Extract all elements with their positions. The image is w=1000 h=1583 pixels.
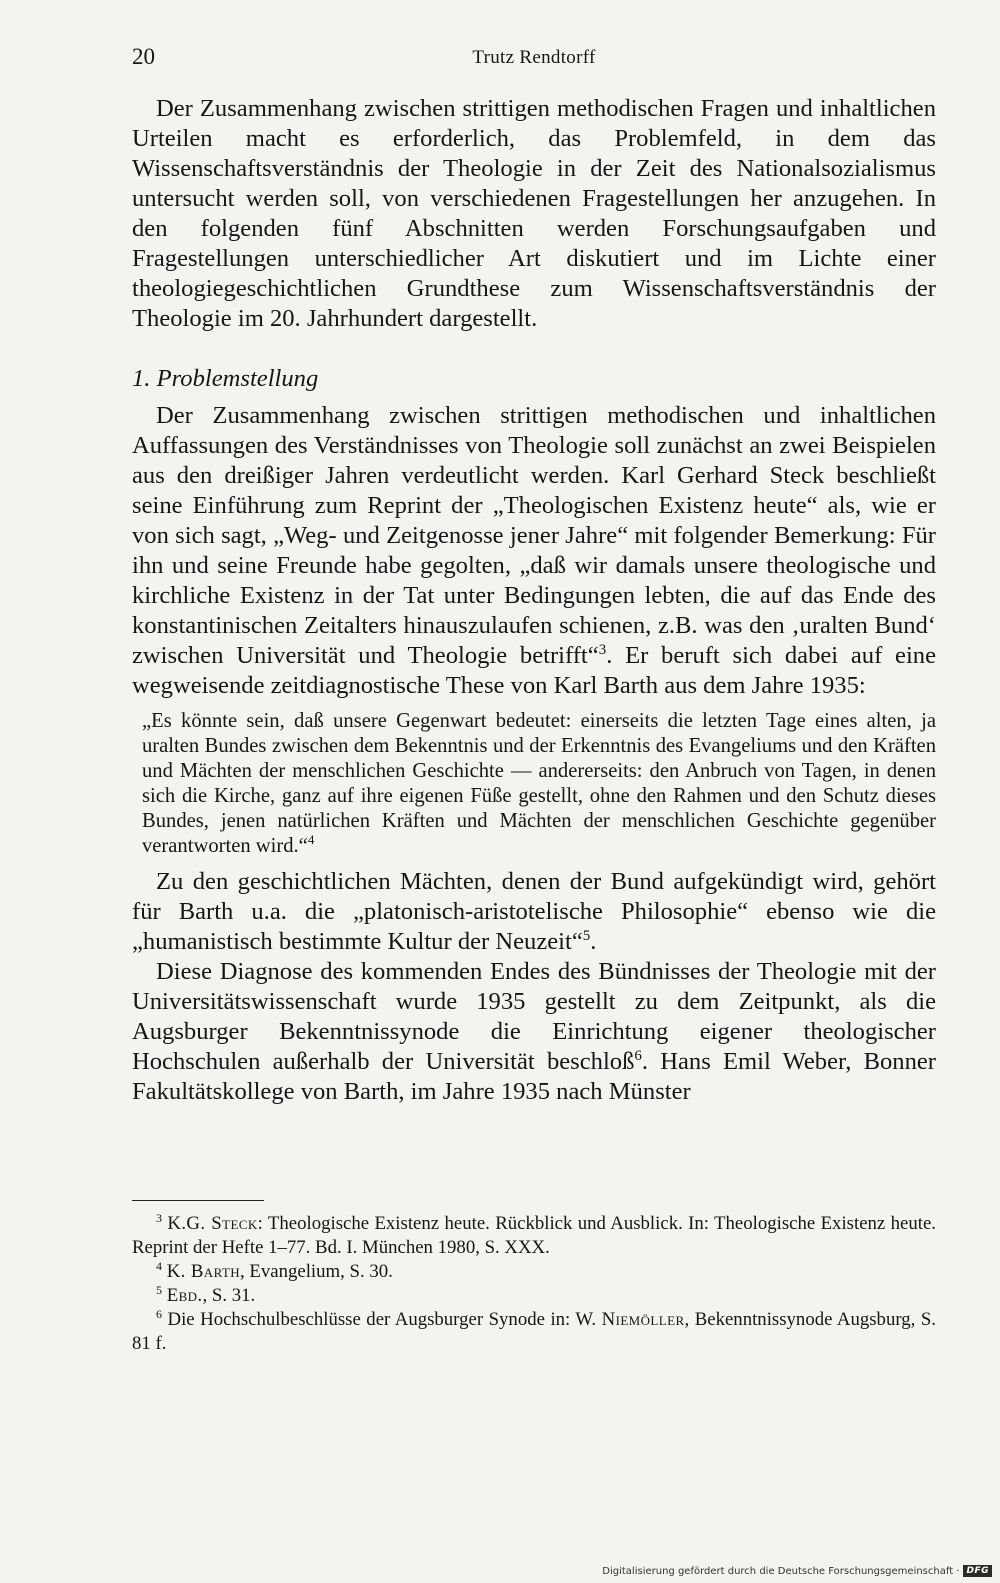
block-quote [132,709,936,859]
section-heading: 1. Problemstellung [132,365,319,392]
footnote-author: K. Barth [166,1261,240,1282]
footnote-ref-4: 4 [307,832,315,847]
digitization-credit [602,1565,992,1577]
paragraph-4 [132,957,936,1107]
paragraph-2-text: Der Zusammenhang zwischen strittigen methodischen und inhaltlichen Auffassungen des Verständnisses von Theologie soll zunächst an zwei Beispielen aus den dreißiger Jahren verdeutlicht werden. Karl Gerhard Steck beschließt seine Einführung zum Reprint der „Theologischen Existenz heute“ als, wie er von sich sagt, „Weg- und Zeitgenosse jener Jahre“ mit folgender Bemerkung: Für ihn und seine Freunde habe gegolten, „daß wir damals unsere theologische und kirchliche Existenz in der Tat unter Bedingungen lebten, die auf das Ende des konstantinischen Zeitalters hinauszulaufen schienen, z.B. was den ‚uralten Bund‘ zwischen Universität und Theologie betrifft“ [132,402,936,669]
paragraph-3 [132,867,936,957]
footnote-number: 6 [156,1307,162,1321]
footnote-5 [132,1284,936,1308]
paragraph-2-tail: . Er beruft sich dabei auf eine wegweisende zeitdiagnostische These von Karl Barth aus dem Jahre 1935: [132,642,936,699]
footnote-author: K.G. Steck [167,1213,258,1234]
paragraph-4-tail: . Hans Emil Weber, Bonner Fakultätskollege von Barth, im Jahre 1935 nach Münster [132,1048,936,1105]
block-quote-text: „Es könnte sein, daß unsere Gegenwart bedeutet: einerseits die letzten Tage eines alten, ja uralten Bundes zwischen dem Bekenntnis und der Erkenntnis des Evangeliums und den Kräften und Mächten der menschlichen Geschichte — andererseits: den Anbruch von Tagen, in denen sich die Kirche, ganz auf ihre eigenen Füße gestellt, ohne den Rahmen und den Schutz dieses Bundes, jenen natürlichen Kräften und Mächten der menschlichen Geschichte gegenüber verantworten wird.“ [142,710,936,857]
footnote-text: : Theologische Existenz heute. Rückblick und Ausblick. In: Theologische Existenz heute. Reprint der Hefte 1–77. Bd. I. München 1980, S. XXX. [132,1213,936,1258]
footnote-author: Niemöller [601,1309,685,1330]
footnote-ref-6: 6 [634,1048,642,1064]
dfg-logo-icon: DFG [963,1565,992,1577]
paragraph-3-tail: . [590,928,597,955]
footnote-3 [132,1212,936,1260]
page-header [132,44,936,78]
footnote-separator [132,1200,264,1201]
footnote-text: Die Hochschulbeschlüsse der Augsburger Synode in: W. [167,1309,602,1330]
footnote-6 [132,1308,936,1356]
footnote-4 [132,1260,936,1284]
footnote-number: 4 [156,1259,162,1273]
paragraph-2 [132,401,936,701]
credit-text: Digitalisierung gefördert durch die Deutsche Forschungsgemeinschaft · [602,1565,960,1577]
footnote-ref-3: 3 [598,642,607,658]
page-number: 20 [132,44,155,69]
footnote-author: Ebd. [166,1285,203,1306]
paragraph-1-text: Der Zusammenhang zwischen strittigen methodischen Fragen und inhaltlichen Urteilen macht es erforderlich, das Problemfeld, in dem das Wissenschaftsverständnis der Theologie in der Zeit des Nationalsozialismus untersucht werden soll, von verschiedenen Fragestellungen her anzugehen. In den folgenden fünf Abschnitten werden Forschungsaufgaben und Fragestellungen unterschiedlicher Art diskutiert und im Lichte einer theologiegeschichtlichen Grundthese zum Wissenschaftsverständnis der Theologie im 20. Jahrhundert dargestellt. [132,95,936,332]
running-head: Trutz Rendtorff [472,47,596,68]
footnote-number: 5 [156,1283,162,1297]
paragraph-1 [132,94,936,334]
paragraph-3-text: Zu den geschichtlichen Mächten, denen der Bund aufgekündigt wird, gehört für Barth u.a. die „platonisch-aristotelische Philosophie“ ebenso wie die „humanistisch bestimmte Kultur der Neuzeit“ [132,868,936,955]
footnote-text-tail: , Bekenntnissynode Augsburg, S. 81 f. [132,1309,936,1354]
footnotes [132,1212,936,1356]
paragraph-4-text: Diese Diagnose des kommenden Endes des Bündnisses der Theologie mit der Universitätswissenschaft wurde 1935 gestellt zu dem Zeitpunkt, als die Augsburger Bekenntnissynode die Einrichtung eigener theologischer Hochschulen außerhalb der Universität beschloß [132,958,936,1075]
footnote-text: , S. 31. [202,1285,256,1306]
footnote-number: 3 [156,1211,162,1225]
footnote-text: , Evangelium, S. 30. [240,1261,393,1282]
footnote-ref-5: 5 [582,928,591,944]
main-text [132,94,936,1107]
